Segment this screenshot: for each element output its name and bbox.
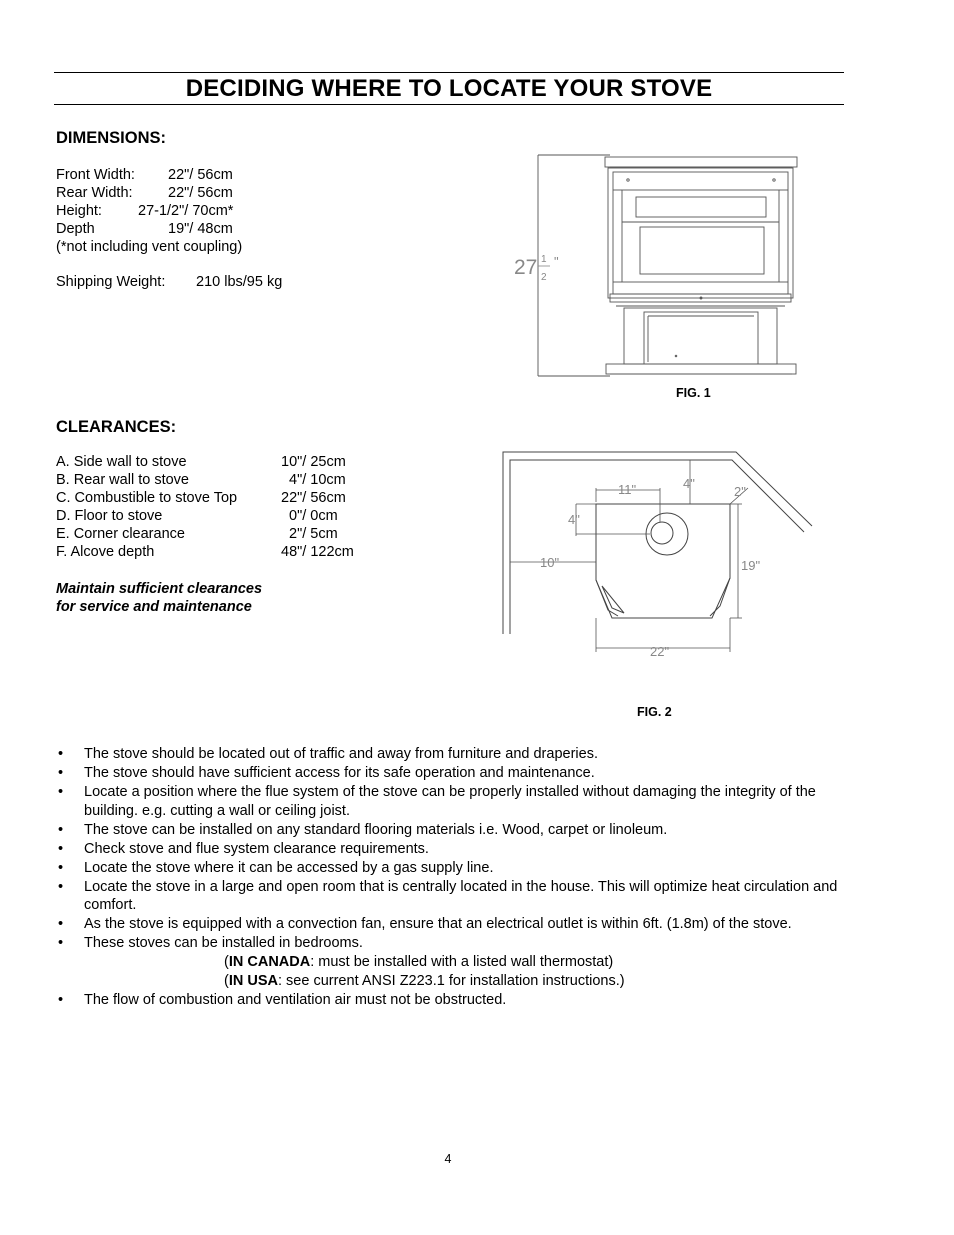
clearance-value-c: 22"/ 56cm: [281, 490, 346, 506]
canada-note: (IN CANADA: must be installed with a listed wall thermostat): [224, 954, 614, 970]
dimensions-heading: DIMENSIONS:: [56, 129, 167, 147]
dim-value-rear-width: 22"/ 56cm: [168, 185, 233, 201]
list-item: • Locate a position where the flue system of the stove can be properly installed without damaging the integrity of the building. e.g. cutting a wall or ceiling joist.: [58, 784, 816, 819]
usa-note: (IN USA: see current ANSI Z223.1 for installation instructions.): [224, 973, 625, 989]
flue-inner: [651, 522, 673, 544]
fig1-height-numerator: 1: [541, 254, 547, 265]
clearance-value-d: 0"/ 0cm: [289, 508, 338, 524]
page-title: DECIDING WHERE TO LOCATE YOUR STOVE: [185, 75, 713, 102]
clearances-heading: CLEARANCES:: [56, 418, 177, 436]
clearance-label-a: A. Side wall to stove: [56, 454, 187, 470]
fig2-dim-10: 10": [540, 555, 560, 570]
alcove-wall-inner: [510, 460, 804, 634]
fig1-height-whole: 27: [514, 256, 538, 279]
list-item: • The stove should be located out of traffic and away from furniture and draperies.: [58, 746, 598, 762]
list-item: • As the stove is equipped with a convection fan, ensure that an electrical outlet is within 6ft. (1.8m) of the stove.: [58, 916, 792, 932]
title-top-rule: [54, 72, 844, 73]
stove-footprint: [596, 504, 730, 618]
flue-outer: [646, 513, 688, 555]
title-bottom-rule: [54, 104, 844, 105]
dim-value-height: 27-1/2"/ 70cm*: [138, 203, 234, 219]
maintenance-note-line1: Maintain sufficient clearances: [56, 581, 263, 597]
page-number: 4: [444, 1152, 452, 1166]
dim-footnote: (*not including vent coupling): [56, 239, 243, 255]
fig2-dim-2: 2": [734, 484, 746, 499]
list-item: • These stoves can be installed in bedrooms.: [58, 935, 363, 951]
maintenance-note-line2: for service and maintenance: [56, 599, 252, 615]
dim-label-front-width: Front Width:: [56, 167, 135, 183]
shipping-weight-label: Shipping Weight:: [56, 274, 166, 290]
shipping-weight-value: 210 lbs/95 kg: [196, 274, 283, 290]
fig2-dim-19: 19": [741, 558, 761, 573]
dim-value-front-width: 22"/ 56cm: [168, 167, 233, 183]
clearance-label-b: B. Rear wall to stove: [56, 472, 189, 488]
list-item: • The stove should have sufficient access for its safe operation and maintenance.: [58, 765, 595, 781]
clearance-label-e: E. Corner clearance: [56, 526, 185, 542]
fig2-clearance-plan-drawing: [498, 446, 818, 666]
dim-label-height: Height:: [56, 203, 102, 219]
placement-guidelines-list: [56, 745, 846, 1010]
fig2-caption: FIG. 2: [637, 705, 672, 719]
clearance-value-e: 2"/ 5cm: [289, 526, 338, 542]
dim-label-rear-width: Rear Width:: [56, 185, 133, 201]
clearance-value-a: 10"/ 25cm: [281, 454, 346, 470]
fig1-stove-front-drawing: [500, 150, 810, 382]
clearance-label-f: F. Alcove depth: [56, 544, 155, 560]
fig2-dim-11: 11": [618, 482, 637, 497]
fig2-dim-4-left: 4": [568, 512, 580, 527]
dim-value-depth: 19"/ 48cm: [168, 221, 233, 237]
fig2-dim-4-top: 4": [683, 476, 695, 491]
clearance-value-f: 48"/ 122cm: [281, 544, 354, 560]
list-item: • The stove can be installed on any standard flooring materials i.e. Wood, carpet or linoleum.: [58, 821, 668, 838]
fig1-height-denominator: 2: [541, 272, 547, 283]
clearance-label-c: C. Combustible to stove Top: [56, 490, 238, 506]
list-item: • Locate the stove in a large and open room that is centrally located in the house. This will optimize heat circulation and comfort.: [58, 878, 838, 913]
clearance-label-d: D. Floor to stove: [56, 508, 163, 524]
list-item: • Check stove and flue system clearance requirements.: [58, 840, 429, 857]
list-item: • The flow of combustion and ventilation air must not be obstructed.: [58, 992, 507, 1008]
fig1-caption: FIG. 1: [676, 386, 711, 400]
clearance-value-b: 4"/ 10cm: [289, 472, 346, 488]
fig2-dim-22: 22": [650, 644, 670, 659]
list-item: • Locate the stove where it can be accessed by a gas supply line.: [58, 859, 494, 876]
fig1-height-unit: ": [554, 254, 559, 269]
dim-label-depth: Depth: [56, 221, 95, 237]
